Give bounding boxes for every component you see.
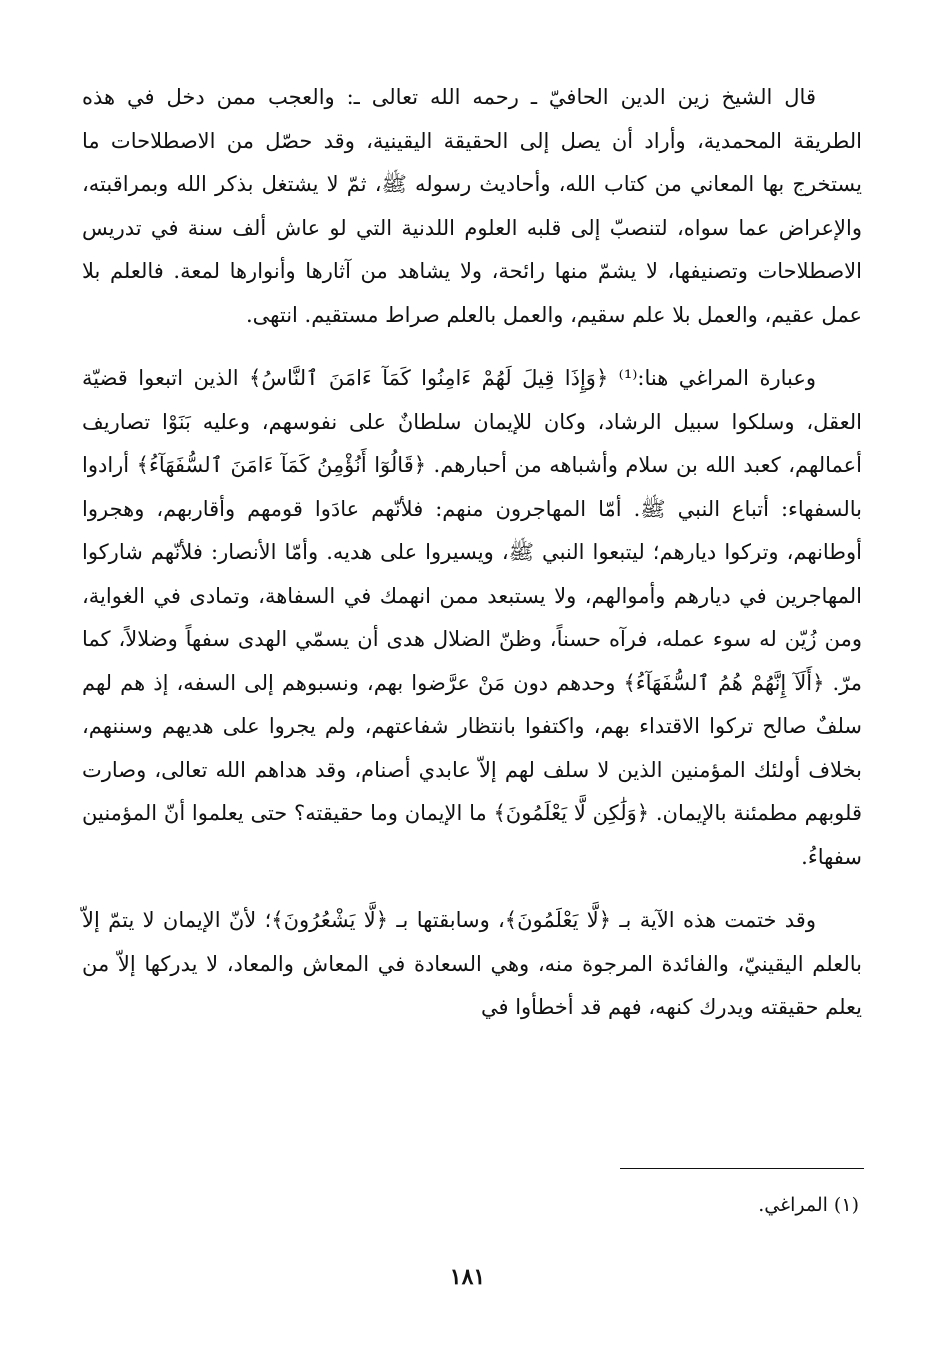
footnote: (١) المراغي.	[758, 1194, 859, 1216]
paragraph-maraghi-commentary: وعبارة المراغي هنا:⁽¹⁾ ﴿وَإِذَا قِيلَ لَهُمْ ءَامِنُوا كَمَآ ءَامَنَ ٱلنَّاسُ﴾ الذين اتبعوا قضيّة العقل، وسلكوا سبيل الرشاد، وكان للإيمان سلطانٌ على نفوسهم، وعليه بَنَوْا تصاريف أعمالهم، كعبد الله بن سلام وأشباهه من أحبارهم. ﴿قَالُوٓا أَنُؤْمِنُ كَمَآ ءَامَنَ ٱلسُّفَهَآءُ﴾ أرادوا بالسفهاء: أتباع النبي ﷺ. أمّا المهاجرون منهم: فلأنّهم عادَوا قومهم وأقاربهم، وهجروا أوطانهم، وتركوا ديارهم؛ ليتبعوا النبي ﷺ، ويسيروا على هديه. وأمّا الأنصار: فلأنّهم شاركوا المهاجرين في ديارهم وأموالهم، ولا يستبعد ممن انهمك في السفاهة، وتمادى في الغواية، ومن زُيّن له سوء عمله، فرآه حسناً، وظنّ الضلال هدى أن يسمّي الهدى سفهاً وضلالاً، كما مرّ. ﴿أَلَآ إِنَّهُمْ هُمُ ٱلسُّفَهَآءُ﴾ وحدهم دون مَنْ عرَّضوا بهم، ونسبوهم إلى السفه، إذ هم لهم سلفٌ صالح تركوا الاقتداء بهم، واكتفوا بانتظار شفاعتهم، ولم يجروا على هديهم وسننهم، بخلاف أولئك المؤمنين الذين لا سلف لهم إلاّ عابدي أصنام، وقد هداهم الله تعالى، وصارت قلوبهم مطمئنة بالإيمان. ﴿وَلَٰكِن لَّا يَعْلَمُونَ﴾ ما الإيمان وما حقيقته؟ حتى يعلموا أنّ المؤمنين سفهاءُ.	[82, 366, 862, 869]
paragraph-verse-ending: وقد ختمت هذه الآية بـ ﴿لَّا يَعْلَمُونَ﴾، وسابقتها بـ ﴿لَّا يَشْعُرُونَ﴾؛ لأنّ الإيمان لا يتمّ إلاّ بالعلم اليقينيّ، والفائدة المرجوة منه، وهي السعادة في المعاش والمعاد، لا يدركها إلاّ من يعلم حقيقته ويدرك كنهه، فهم قد أخطأوا في	[82, 908, 862, 1019]
page-number: ١٨١	[449, 1264, 486, 1290]
footnote-divider	[620, 1168, 864, 1169]
paragraph-quote-zain-al-din: قال الشيخ زين الدين الحافيّ ـ رحمه الله تعالى ـ: والعجب ممن دخل في هذه الطريقة المحمدية، وأراد أن يصل إلى الحقيقة اليقينية، وقد حصّل من الاصطلاحات ما يستخرج بها المعاني من كتاب الله، وأحاديث رسوله ﷺ، ثمّ لا يشتغل بذكر الله وبمراقبته، والإعراض عما سواه، لتنصبّ إلى قلبه العلوم اللدنية التي لو عاش ألف سنة في تدريس الاصطلاحات وتصنيفها، لا يشمّ منها رائحة، ولا يشاهد من آثارها وأنوارها لمعة. فالعلم بلا عمل عقيم، والعمل بلا علم سقيم، والعمل بالعلم صراط مستقيم. انتهى.	[82, 85, 862, 327]
body-text	[82, 76, 862, 1030]
